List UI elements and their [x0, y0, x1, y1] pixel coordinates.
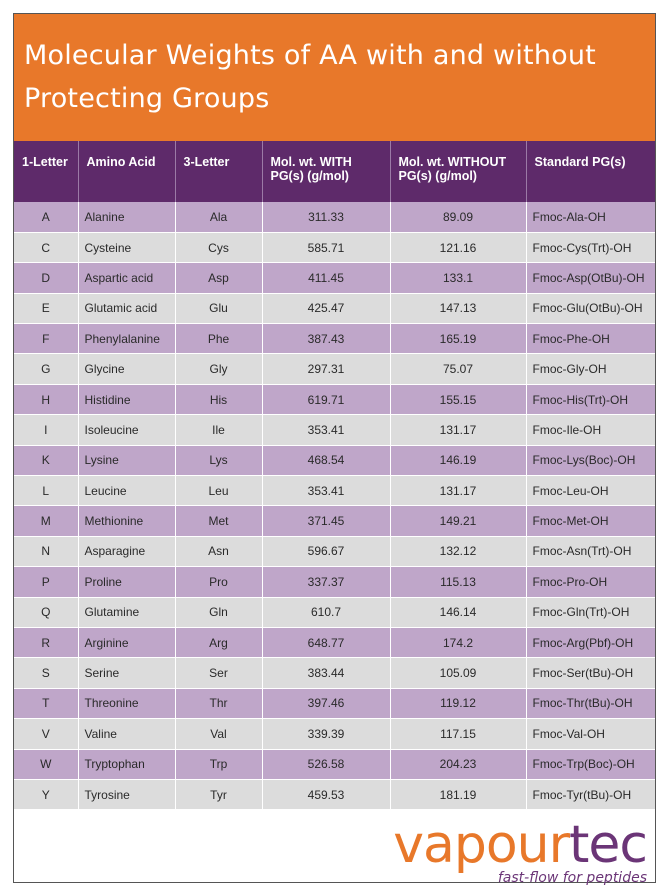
cell-amino-acid: Threonine — [78, 688, 175, 718]
table-row — [14, 567, 655, 597]
cell-mw-with-pg: 459.53 — [262, 779, 390, 809]
cell-3-letter: Glu — [175, 293, 262, 323]
cell-amino-acid: Histidine — [78, 384, 175, 414]
cell-mw-with-pg: 619.71 — [262, 384, 390, 414]
table-row — [14, 779, 655, 809]
cell-mw-with-pg: 468.54 — [262, 445, 390, 475]
table-row — [14, 688, 655, 718]
cell-standard-pg: Fmoc-Phe-OH — [526, 324, 655, 354]
table-row — [14, 506, 655, 536]
cell-mw-with-pg: 337.37 — [262, 567, 390, 597]
cell-1-letter: Y — [14, 779, 78, 809]
table-row — [14, 597, 655, 627]
cell-standard-pg: Fmoc-Trp(Boc)-OH — [526, 749, 655, 779]
cell-1-letter: Q — [14, 597, 78, 627]
cell-amino-acid: Leucine — [78, 476, 175, 506]
cell-1-letter: K — [14, 445, 78, 475]
header-3-letter: 3-Letter — [175, 141, 262, 202]
header-standard-pg: Standard PG(s) — [526, 141, 655, 202]
cell-mw-with-pg: 411.45 — [262, 263, 390, 293]
cell-3-letter: Thr — [175, 688, 262, 718]
cell-mw-without-pg: 146.14 — [390, 597, 526, 627]
cell-mw-without-pg: 131.17 — [390, 476, 526, 506]
cell-3-letter: Leu — [175, 476, 262, 506]
page-title: Molecular Weights of AA with and without Protecting Groups — [24, 40, 596, 114]
cell-mw-without-pg: 131.17 — [390, 415, 526, 445]
cell-mw-without-pg: 75.07 — [390, 354, 526, 384]
logo-word-part2: tec — [569, 815, 647, 875]
cell-standard-pg: Fmoc-Met-OH — [526, 506, 655, 536]
cell-mw-without-pg: 115.13 — [390, 567, 526, 597]
cell-mw-without-pg: 132.12 — [390, 536, 526, 566]
cell-mw-with-pg: 371.45 — [262, 506, 390, 536]
cell-3-letter: Asn — [175, 536, 262, 566]
cell-mw-without-pg: 133.1 — [390, 263, 526, 293]
logo-tagline: fast-flow for peptides — [497, 870, 647, 886]
cell-3-letter: Arg — [175, 627, 262, 657]
cell-3-letter: Met — [175, 506, 262, 536]
cell-3-letter: Tyr — [175, 779, 262, 809]
cell-1-letter: H — [14, 384, 78, 414]
cell-1-letter: M — [14, 506, 78, 536]
cell-standard-pg: Fmoc-Val-OH — [526, 719, 655, 749]
cell-mw-without-pg: 147.13 — [390, 293, 526, 323]
cell-mw-with-pg: 526.58 — [262, 749, 390, 779]
table-row — [14, 384, 655, 414]
cell-mw-with-pg: 383.44 — [262, 658, 390, 688]
cell-mw-with-pg: 648.77 — [262, 627, 390, 657]
cell-mw-without-pg: 105.09 — [390, 658, 526, 688]
cell-mw-without-pg: 89.09 — [390, 202, 526, 232]
cell-mw-without-pg: 165.19 — [390, 324, 526, 354]
cell-3-letter: Cys — [175, 232, 262, 262]
table-row — [14, 627, 655, 657]
table-row — [14, 354, 655, 384]
cell-3-letter: Lys — [175, 445, 262, 475]
cell-mw-without-pg: 181.19 — [390, 779, 526, 809]
table-row — [14, 324, 655, 354]
cell-amino-acid: Tryptophan — [78, 749, 175, 779]
cell-standard-pg: Fmoc-Ala-OH — [526, 202, 655, 232]
cell-mw-without-pg: 119.12 — [390, 688, 526, 718]
cell-standard-pg: Fmoc-Gly-OH — [526, 354, 655, 384]
cell-amino-acid: Tyrosine — [78, 779, 175, 809]
cell-mw-with-pg: 353.41 — [262, 476, 390, 506]
cell-mw-with-pg: 339.39 — [262, 719, 390, 749]
cell-1-letter: R — [14, 627, 78, 657]
cell-1-letter: N — [14, 536, 78, 566]
table-row — [14, 476, 655, 506]
cell-amino-acid: Arginine — [78, 627, 175, 657]
cell-mw-with-pg: 397.46 — [262, 688, 390, 718]
table-row — [14, 536, 655, 566]
cell-amino-acid: Alanine — [78, 202, 175, 232]
cell-amino-acid: Asparagine — [78, 536, 175, 566]
header-mw-without-pg: Mol. wt. WITHOUT PG(s) (g/mol) — [390, 141, 526, 202]
cell-mw-with-pg: 610.7 — [262, 597, 390, 627]
cell-mw-without-pg: 204.23 — [390, 749, 526, 779]
cell-standard-pg: Fmoc-Ile-OH — [526, 415, 655, 445]
cell-1-letter: D — [14, 263, 78, 293]
table-row — [14, 719, 655, 749]
cell-1-letter: S — [14, 658, 78, 688]
cell-amino-acid: Isoleucine — [78, 415, 175, 445]
title-banner — [14, 14, 655, 141]
cell-amino-acid: Aspartic acid — [78, 263, 175, 293]
cell-amino-acid: Glutamine — [78, 597, 175, 627]
table-row — [14, 293, 655, 323]
cell-amino-acid: Methionine — [78, 506, 175, 536]
table-row — [14, 263, 655, 293]
cell-amino-acid: Cysteine — [78, 232, 175, 262]
cell-mw-with-pg: 425.47 — [262, 293, 390, 323]
amino-acid-table — [14, 141, 655, 810]
table-header-row — [14, 141, 655, 202]
cell-1-letter: I — [14, 415, 78, 445]
cell-3-letter: Ala — [175, 202, 262, 232]
cell-mw-with-pg: 585.71 — [262, 232, 390, 262]
cell-1-letter: P — [14, 567, 78, 597]
cell-standard-pg: Fmoc-Lys(Boc)-OH — [526, 445, 655, 475]
cell-amino-acid: Phenylalanine — [78, 324, 175, 354]
cell-mw-with-pg: 311.33 — [262, 202, 390, 232]
cell-standard-pg: Fmoc-Tyr(tBu)-OH — [526, 779, 655, 809]
cell-standard-pg: Fmoc-Asp(OtBu)-OH — [526, 263, 655, 293]
cell-mw-without-pg: 121.16 — [390, 232, 526, 262]
table-row — [14, 202, 655, 232]
cell-mw-without-pg: 149.21 — [390, 506, 526, 536]
cell-3-letter: His — [175, 384, 262, 414]
logo-wordmark — [393, 815, 647, 875]
cell-3-letter: Gln — [175, 597, 262, 627]
cell-3-letter: Pro — [175, 567, 262, 597]
cell-1-letter: W — [14, 749, 78, 779]
cell-standard-pg: Fmoc-Asn(Trt)-OH — [526, 536, 655, 566]
cell-3-letter: Phe — [175, 324, 262, 354]
cell-standard-pg: Fmoc-Cys(Trt)-OH — [526, 232, 655, 262]
cell-1-letter: F — [14, 324, 78, 354]
header-1-letter: 1-Letter — [14, 141, 78, 202]
cell-amino-acid: Valine — [78, 719, 175, 749]
cell-mw-with-pg: 297.31 — [262, 354, 390, 384]
cell-amino-acid: Proline — [78, 567, 175, 597]
table-row — [14, 415, 655, 445]
cell-mw-with-pg: 387.43 — [262, 324, 390, 354]
cell-mw-with-pg: 353.41 — [262, 415, 390, 445]
cell-3-letter: Asp — [175, 263, 262, 293]
cell-mw-without-pg: 146.19 — [390, 445, 526, 475]
cell-standard-pg: Fmoc-His(Trt)-OH — [526, 384, 655, 414]
cell-standard-pg: Fmoc-Thr(tBu)-OH — [526, 688, 655, 718]
vapourtec-logo — [393, 815, 647, 886]
cell-mw-without-pg: 155.15 — [390, 384, 526, 414]
cell-mw-without-pg: 117.15 — [390, 719, 526, 749]
table-row — [14, 658, 655, 688]
cell-3-letter: Trp — [175, 749, 262, 779]
cell-amino-acid: Glutamic acid — [78, 293, 175, 323]
cell-mw-without-pg: 174.2 — [390, 627, 526, 657]
cell-1-letter: A — [14, 202, 78, 232]
cell-1-letter: L — [14, 476, 78, 506]
cell-3-letter: Gly — [175, 354, 262, 384]
table-row — [14, 445, 655, 475]
header-amino-acid: Amino Acid — [78, 141, 175, 202]
cell-amino-acid: Lysine — [78, 445, 175, 475]
cell-amino-acid: Serine — [78, 658, 175, 688]
cell-mw-with-pg: 596.67 — [262, 536, 390, 566]
cell-3-letter: Val — [175, 719, 262, 749]
cell-standard-pg: Fmoc-Arg(Pbf)-OH — [526, 627, 655, 657]
cell-standard-pg: Fmoc-Pro-OH — [526, 567, 655, 597]
cell-3-letter: Ser — [175, 658, 262, 688]
cell-1-letter: G — [14, 354, 78, 384]
cell-standard-pg: Fmoc-Ser(tBu)-OH — [526, 658, 655, 688]
cell-standard-pg: Fmoc-Gln(Trt)-OH — [526, 597, 655, 627]
cell-standard-pg: Fmoc-Leu-OH — [526, 476, 655, 506]
cell-1-letter: T — [14, 688, 78, 718]
cell-1-letter: E — [14, 293, 78, 323]
cell-1-letter: C — [14, 232, 78, 262]
cell-amino-acid: Glycine — [78, 354, 175, 384]
cell-3-letter: Ile — [175, 415, 262, 445]
table-row — [14, 232, 655, 262]
logo-word-part1: vapour — [393, 815, 570, 875]
cell-standard-pg: Fmoc-Glu(OtBu)-OH — [526, 293, 655, 323]
cell-1-letter: V — [14, 719, 78, 749]
header-mw-with-pg: Mol. wt. WITH PG(s) (g/mol) — [262, 141, 390, 202]
table-row — [14, 749, 655, 779]
